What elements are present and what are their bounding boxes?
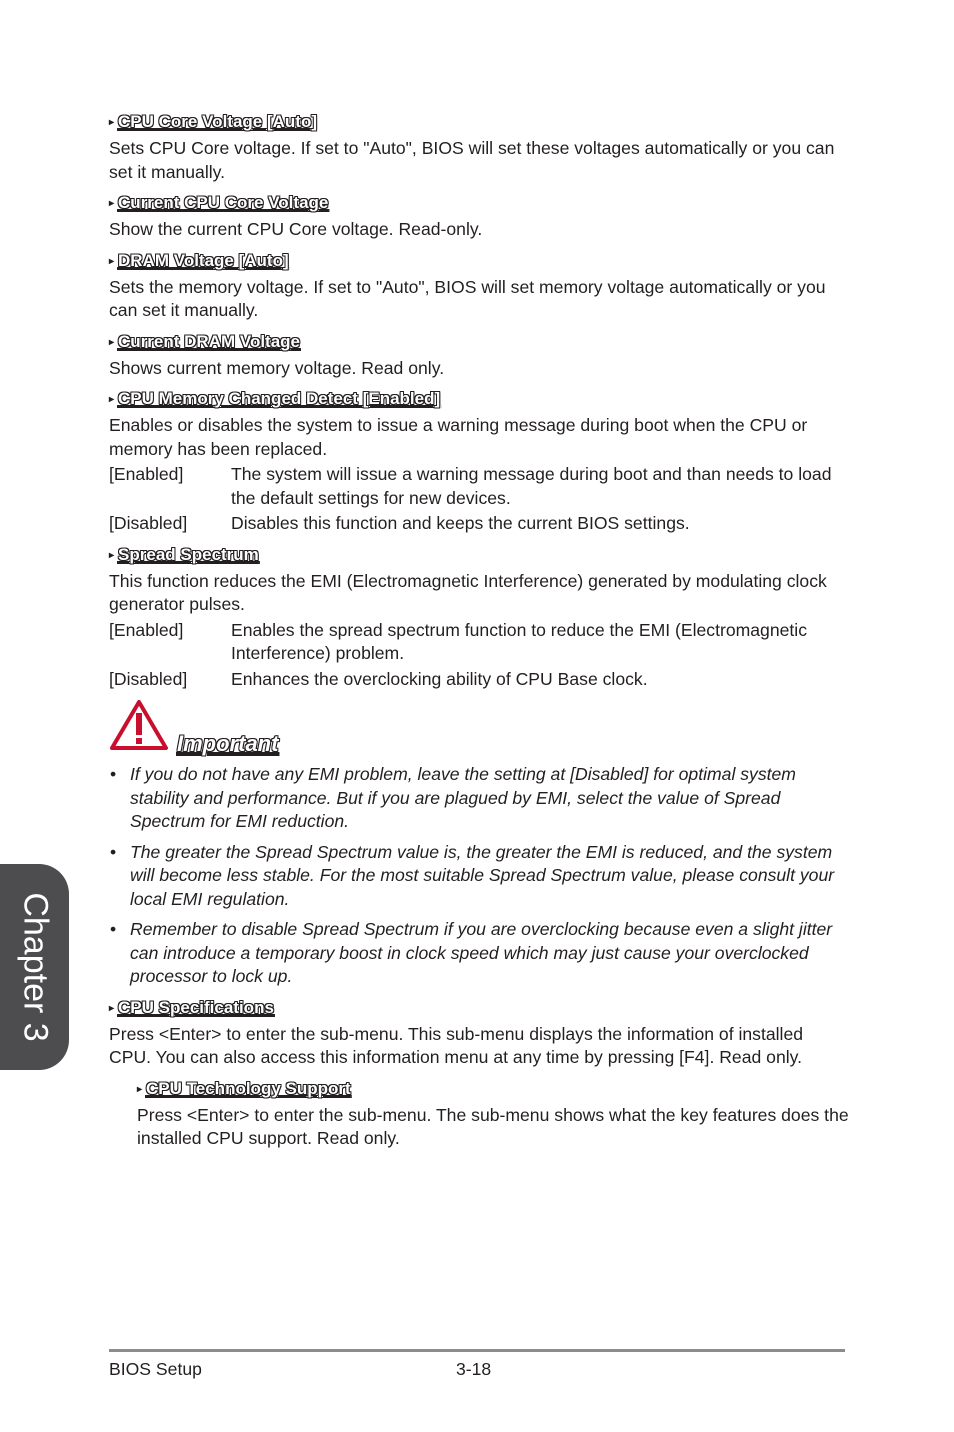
setting-dram-voltage (109, 250, 849, 323)
option-value: Disables this function and keeps the current BIOS settings. (231, 513, 690, 533)
bullet-icon: • (110, 764, 117, 784)
arrow-icon: ▸ (109, 117, 115, 128)
list-item (109, 763, 849, 834)
bullet-text: The greater the Spread Spectrum value is, the greater the EMI is reduced, and the system will become less stable. For the most suitable Spread Spectrum value, please consult your local EMI regulation. (130, 841, 835, 909)
document-body (109, 103, 849, 1151)
setting-description: Press <Enter> to enter the sub-menu. The sub-menu shows what the key features does the installed CPU support. Read only. (137, 1104, 849, 1148)
footer-divider (109, 1349, 845, 1352)
list-item (109, 841, 849, 912)
chapter-label: Chapter 3 (16, 892, 54, 1042)
important-label: Important (177, 730, 279, 756)
setting-heading (109, 997, 849, 1020)
option-key: [Disabled] (109, 513, 188, 533)
setting-cpu-specifications (109, 997, 849, 1070)
option-value: Enhances the overclocking ability of CPU Base clock. (231, 668, 648, 689)
setting-description: Show the current CPU Core voltage. Read-only. (109, 219, 483, 239)
option-key: [Enabled] (109, 464, 184, 484)
setting-current-dram-voltage (109, 331, 849, 381)
setting-heading (109, 192, 849, 215)
option-value: Enables the spread spectrum function to reduce the EMI (Electromagnetic Interference) problem. (231, 619, 808, 663)
heading-text: Current CPU Core Voltage (118, 193, 329, 212)
arrow-icon: ▸ (137, 1083, 143, 1095)
option-row (109, 668, 849, 692)
setting-heading (109, 250, 849, 273)
option-key: [Enabled] (109, 619, 184, 640)
setting-description: This function reduces the EMI (Electromagnetic Interference) generated by modulating clock generator pulses. (109, 570, 827, 614)
setting-description: Press <Enter> to enter the sub-menu. This sub-menu displays the information of installed CPU. You can also access this information menu at any time by pressing [F4]. Read only. (109, 1023, 804, 1067)
arrow-icon: ▸ (109, 549, 115, 561)
chapter-tab (0, 864, 69, 1070)
arrow-icon: ▸ (109, 1002, 115, 1014)
arrow-icon: ▸ (109, 255, 115, 267)
bullet-icon: • (110, 919, 117, 939)
option-row (109, 512, 849, 536)
setting-description: Sets the memory voltage. If set to "Auto", BIOS will set memory voltage automatically or you can set it manually. (109, 276, 826, 320)
arrow-icon: ▸ (109, 336, 115, 348)
bullet-text: If you do not have any EMI problem, leave the setting at [Disabled] for optimal system stability and performance. But if you are plagued by EMI, select the value of Spread Spectrum for EMI reduction. (130, 764, 796, 831)
setting-heading (109, 544, 849, 567)
option-row (109, 463, 849, 510)
heading-text: Current DRAM Voltage (118, 331, 301, 351)
setting-description: Enables or disables the system to issue a warning message during boot when the CPU or memory has been replaced. (109, 415, 808, 459)
footer-title: BIOS Setup (109, 1359, 202, 1379)
setting-heading (109, 388, 849, 411)
setting-heading (109, 111, 849, 134)
important-callout (109, 703, 849, 757)
setting-current-cpu-core-voltage (109, 192, 849, 242)
heading-text: DRAM Voltage [Auto] (118, 250, 289, 270)
heading-text: CPU Specifications (118, 997, 274, 1017)
page-number: 3-18 (456, 1359, 492, 1379)
arrow-icon: ▸ (109, 198, 115, 209)
setting-heading (137, 1078, 849, 1101)
option-value: The system will issue a warning message during boot and than needs to load the default settings for new devices. (231, 464, 832, 508)
important-list (109, 763, 849, 989)
setting-cpu-core-voltage (109, 111, 849, 184)
heading-text: CPU Core Voltage [Auto] (118, 112, 317, 131)
option-key: [Disabled] (109, 668, 188, 689)
heading-text: CPU Technology Support (146, 1078, 351, 1098)
setting-spread-spectrum (109, 544, 849, 692)
heading-text: CPU Memory Changed Detect [Enabled] (118, 389, 441, 408)
setting-description: Shows current memory voltage. Read only. (109, 357, 445, 378)
arrow-icon: ▸ (109, 394, 115, 405)
warning-triangle-icon (109, 699, 169, 758)
setting-description: Sets CPU Core voltage. If set to "Auto", BIOS will set these voltages automatically or you can set it manually. (109, 138, 835, 182)
setting-cpu-memory-changed-detect (109, 388, 849, 536)
setting-heading (109, 331, 849, 354)
bullet-icon: • (110, 841, 117, 862)
list-item (109, 918, 849, 989)
option-row (109, 619, 849, 666)
setting-cpu-technology-support (137, 1078, 849, 1151)
bullet-text: Remember to disable Spread Spectrum if you are overclocking because even a slight jitter can introduce a temporary boost in clock speed which may just cause your overclocked processor to lock up. (130, 919, 833, 986)
heading-text: Spread Spectrum (118, 544, 259, 564)
